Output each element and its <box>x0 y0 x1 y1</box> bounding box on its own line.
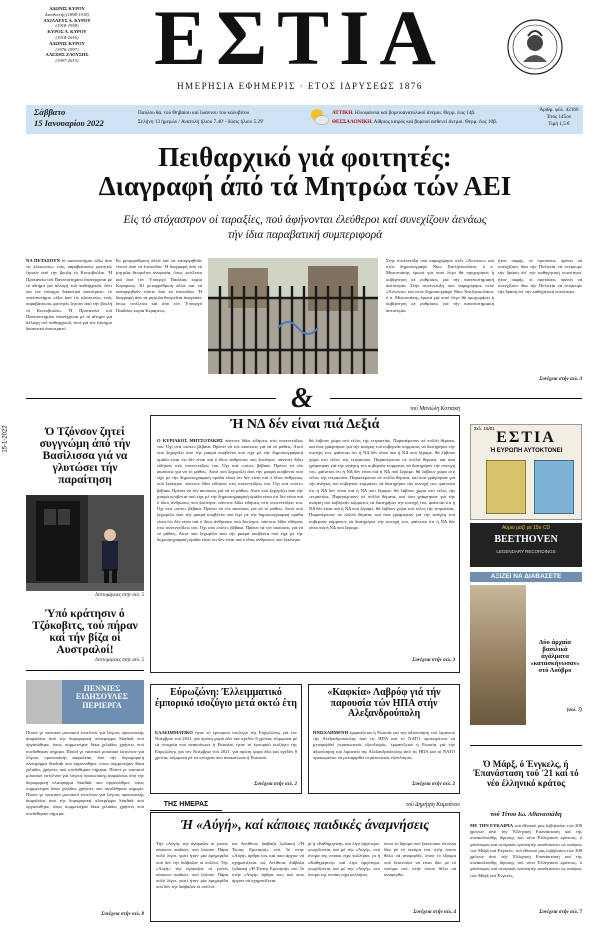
bottom-headline: Ή «Αύγή», καί κάποιες παιδικές άναμνήσεις <box>180 817 430 832</box>
lead-continued: Συνέχεια στήν σελ. 3 <box>539 377 582 382</box>
centre-text-1-c: πάντοτε δίδει εϊδήσεις στίς συνεντεύξεις του. Όχι στά «πότε» βέβαια. Πρέπει νά τόν ακούσεις γιά νά τό μάθεις. Αυτό πού ξεχωρίζει άπό τήν μακρά κουβέντα πού είχε μέ τήν δημοσιογραφική ομάδα είναι ότι δέν είναι πιά ό ίδιος άνθρωπος πού ξεκίνησε. <box>157 481 303 506</box>
weather-thess-label: ΘΕΣΣΑΛΟΝΙΚΗ. <box>332 119 373 125</box>
university-gate-photo <box>208 258 378 374</box>
divider <box>330 398 582 399</box>
marx-headline: Ό Μάρξ, ό Ένγκελς, ή Έπανάσταση τού '21 καί τό νέο έλληνικό κράτος <box>473 759 579 788</box>
issue-number: Άριθμ. φύλ. 42160 <box>539 107 579 113</box>
cd-promo-title: ΕΣΤΙΑ <box>496 429 556 446</box>
founder-years: (1918-2016) <box>55 34 79 40</box>
kafka-text-2: έμφανίζεται ή Ρωσσία γιά τήν άξιοποίηση τού λιμανιού τής Αλεξανδρούπολης άπό τίς ΗΠΑ καί τό ΝΑΤΟ προκειμένου νά μεταφερθεί στρατιωτικός εξοπλισμός. <box>313 742 455 760</box>
djokovic-headline: Ύπό κράτησιν ό Τζόκοβιτς, τού πήραν καί τήν βίζα οί Αυστραλοί! <box>32 608 138 657</box>
marx-text-2: τού έθνικού μας ίωβηλαίου τών 200 χρόνων άπό τήν Έλληνική Επανάσταση καί τής συνακόλουθης ίδρυσης τού νέου Έλληνικού κράτους, ό φιλόσοφος καί ιστορικός ερευνητής αναδεικνύει τις απόψεις τών Μάρξ καί Ένγκελς. <box>470 847 582 878</box>
euro-continued: Συνέχεια στήν σελ. 2 <box>254 782 297 787</box>
lead-text-1-b: τό πανεπιστήμιο «έξω ἀπό τίς κλειστούς» τούς παραβατικούς φοιτητές ζητούν ἀπό τήν βουλή τό Κοινοβούλιο. Ἡ Πρυτανεία τοῦ Πανεπιστημίου ἐπανέρχεται μέ τό αἴτημα γιά ἀλλαγή τοῦ πειθαρχικοῦ, ἀντί γιά τόν ἐπίσημο δικαστικό ἀποστρατό. <box>26 289 112 332</box>
lead-text-1: τό πανεπιστήμιο «έξω ἀπό τίς κλειστούς» τούς παραβατικούς φοιτητές ζητούν ἀπό τήν βουλή τό Κοινοβούλιο. Ἡ Πρυτανεία τοῦ Πανεπιστημίου ἐπανέρχεται μέ τό αἴτημα γιά ἀλλαγή τοῦ πειθαρχικοῦ, ἀντί γιά τόν ἐπίσημο δικαστικό ἀποστρατό. <box>26 258 112 295</box>
pennies-text-4: Πόσοί γε ναυτικοί μουσικοί έστελναν γιά λόγους προσωπικής άσφαλείας άπό τήν δορυφορική πλατφόρμα Starlink πού όργανώθηκε, όπως συμμετείχαν δέκα χιλιάδες χρήστες πού συνδέθηκαν σήμερα. <box>26 792 144 816</box>
kafka-text <box>313 730 455 780</box>
lead-deck-2: τήν ίδια παραβατική συμπεριφορά <box>227 229 383 241</box>
weather-thess-text: Αίθριος καιρός καί βορειοί ασθενεί άνεμοι. Θερμ. έως 10β. <box>373 119 498 125</box>
euro-text <box>155 730 297 780</box>
founder-years: (1997-2015) <box>55 58 79 64</box>
bottom-text-1-b: Τήν «Αύγή» τήν άγόραζαν οί γονείς κάποιων παιδιών, πού ζούσαν. Πάρα πολύ λίγοι, γιατί ήταν μία έφημερίδα πού δέν τήν διάβαζαν οί πολλοί. <box>156 859 228 890</box>
centre-text-1-b: πάντοτε δίδει εϊδήσεις στίς συνεντεύξεις του. Όχι στά «πότε» βέβαια. Πρέπει νά τόν ακούσεις γιά νά τό μάθεις. Αυτό πού ξεχωρίζει άπό τήν μακρά κουβέντα πού είχε μέ τήν δημοσιογραφική ομάδα είναι ότι δέν είναι πιά ό ίδιος άνθρωπος πού ξεκίνησε. <box>157 456 303 487</box>
founder-name: ΚΥΡΟΣ Α. ΚΥΡΟΥ <box>47 29 87 35</box>
sun-moon-times: Σελήνη 13 ήμερών / Ανατολή ήλιου 7.40' - δύσις ήλιου 5.29' <box>138 119 264 125</box>
centre-column-1 <box>157 438 303 666</box>
founders-list <box>22 6 112 64</box>
beethoven-label: Αύριο μαζί με 15ο CD <box>501 525 551 531</box>
kafka-continued: Συνέχεια στήν σελ. 2 <box>412 782 455 787</box>
pennies-text <box>26 730 144 906</box>
johnson-continued: Λεπτομέρειες στήν σελ. 5 <box>94 593 144 598</box>
centre-lede: Ο ΚΥΡΙΑΚΟΣ ΜΗΤΣΟΤΑΚΗΣ <box>157 438 223 443</box>
masthead-title: ΕΣΤΙΑ <box>154 0 446 81</box>
issue-date: 15 Ιανουαρίου 2022 <box>34 118 104 128</box>
kafka-lede: ΗΝΩΧΛΗΜΕΝΗ <box>313 730 349 735</box>
centre-continued: Συνέχεια στήν σελ. 3 <box>412 658 455 663</box>
centre-text-2-b: θά λάβουν χώρα στό τέλος τής τετραετίας. Παραπέμπουν σέ πολλά θέματα, καί όσα γράφτηκαν γιά τήν ανάγκη τού κυβερνάν κόμματος νά διατηρήσει τήν συνοχή του, φαίνεται ότι ή ΝΔ δέν είναι πιά ή ΝΔ πού ξέραμε. <box>309 450 455 475</box>
pennies-continued: Συνέχεια στήν σελ. 8 <box>101 912 144 917</box>
saints-day: Παύλου θα. τού Θηβαίου καί Ιωάννου του καλυβίτου <box>138 110 250 116</box>
marx-text <box>470 823 582 906</box>
pennies-text-3: Πόσοί γε ναυτικοί μουσικοί έστελναν γιά λόγους προσωπικής άσφαλείας άπό τήν δορυφορική πλατφόρμα Starlink πού όργανώθηκε, όπως συμμετείχαν δέκα χιλιάδες χρήστες πού συνδέθηκαν σήμερα. <box>26 767 144 791</box>
bottom-continued: Συνέχεια στήν σελ. 4 <box>413 910 456 915</box>
vertical-date: 15-1-2022 <box>2 425 9 453</box>
bottom-col-3 <box>308 841 380 917</box>
centre-author: τού Μανώλη Κοττάκη <box>410 406 460 412</box>
founder-years: (1918-1958) <box>55 23 79 29</box>
lead-headline-2: Διαγραφή άπό τά Μητρώα τών ΑΕΙ <box>98 171 512 201</box>
founder-name: ΑΧΙΛΛΕΥΣ Α. ΚΥΡΟΥ <box>43 17 91 23</box>
lead-text-3: Στήν συνέντευξη πού παραχώρησε στόν «Ἀντώνιο» καί στόν δημοσιογράφο Νίκο Χατζηνικολάου, ὁ κ. Μητσοτάκης ἐρωτά γιά ποιό λόγο θά προχωρήσει ἡ κυβέρνηση σέ ρυθμίσεις γιά τήν πανεπιστημιακή ἀστυνομία. <box>386 258 494 288</box>
bottom-author: τού Δημήτρη Καμπάνου <box>406 802 460 808</box>
issue-price: Τιμή 1,5 € <box>548 121 570 127</box>
lead-text-4: ήταν σαφής, οί προτάσεις πρέπει νά συνεχίζουν ίδια τήν Πολιτεία νά στέρουμε τήν δράση ἀπ' τήν καθηγητική κοινότητα. <box>498 258 582 276</box>
ampersand-ornament: & <box>291 383 313 414</box>
centre-text-1: πάντοτε δίδει εϊδήσεις στίς συνεντεύξεις του. Όχι στά «πότε» βέβαια. Πρέπει νά τόν ακούσεις γιά νά τό μάθεις. Αυτό πού ξεχωρίζει άπό τήν μακρά κουβέντα πού είχε μέ τήν δημοσιογραφική ομάδα είναι ότι δέν είναι πιά ό ίδιος άνθρωπος πού ξεκίνησε. <box>157 438 303 462</box>
athena-seal-icon <box>506 18 564 76</box>
issue-day: Σάββατο <box>34 107 66 117</box>
euro-text-2: ήταν τό έμπορικό ισοζύγιο τής Εύρωζώνης γιά τόν Νοέμβριο τού 2021, γιά πρώτη φορά έδώ καί σχεδόν 8 χρόνια, σύμφωνα μέ τά στοιχεία πού ανακοίνωσε ή Eurostat. <box>155 742 297 760</box>
euro-lede: ΕΛΛΕΙΜΜΑΤΙΚΟ <box>155 730 193 735</box>
book-cover <box>534 460 574 514</box>
lead-text-3-b: Στήν συνέντευξη πού παραχώρησε στόν «Ἀντώνιο» καί στόν δημοσιογράφο Νίκο Χατζηνικολάου, ὁ κ. Μητσοτάκης ἐρωτά γιά ποιό λόγο θά προχωρήσει ἡ κυβέρνηση σέ ρυθμίσεις γιά τήν πανεπιστημιακή ἀστυνομία. <box>386 282 494 313</box>
weather-icon <box>308 107 330 127</box>
centre-text-2-c: θά λάβουν χώρα στό τέλος τής τετραετίας. Παραπέμπουν σέ πολλά θέματα, καί όσα γράφτηκαν γιά τήν ανάγκη τού κυβερνάν κόμματος νά διατηρήσει τήν συνοχή του, φαίνεται ότι ή ΝΔ δέν είναι πιά ή ΝΔ πού ξέραμε. <box>309 469 455 493</box>
centre-text-2-d: θά λάβουν χώρα στό τέλος τής τετραετίας. Παραπέμπουν σέ πολλά θέματα, καί όσα γράφτηκαν γιά τήν ανάγκη τού κυβερνάν κόμματος νά διατηρήσει τήν συνοχή του, φαίνεται ότι ή ΝΔ δέν είναι πιά ή ΝΔ πού ξέραμε. <box>309 487 455 512</box>
centre-column-2 <box>309 438 455 656</box>
bottom-text-2: σα. Αντίθετα, διάβαζα ζωδιακή «Ή Έκπης Ερωτησή» τού. Ιό στήν «Αύγή» άρθρα του, καί ποιο άρχισε νά σχηματίζεται. <box>232 841 304 865</box>
statue-headline: Δύο άρχαία βασιλικά άγάλματα «κατασκήνωσαν» στό Λούβρο <box>530 639 580 674</box>
bottom-text-2-b: σα. Αντίθετα, διάβαζα ζωδιακή «Ή Έκπης Ερωτησή» τού. Ιό στήν «Αύγή» άρθρα του, καί ποιο άρχισε νά σχηματίζεται. <box>232 859 304 884</box>
masthead <box>0 0 600 100</box>
founder-years: (1976-1997) <box>55 46 79 52</box>
marx-text-1: τού έθνικού μας ίωβηλαίου τών 200 χρόνων άπό τήν Έλληνική Επανάσταση καί τής συνακόλουθης ίδρυσης τού νέου Έλληνικού κράτους, ό φιλόσοφος καί ιστορικός ερευνητής αναδεικνύει τις απόψεις τών Μάρξ καί Ένγκελς. <box>470 823 582 853</box>
centre-text-1-d: πάντοτε δίδει εϊδήσεις στίς συνεντεύξεις του. Όχι στά «πότε» βέβαια. Πρέπει νά τόν ακούσεις γιά νά τό μάθεις. Αυτό πού ξεχωρίζει άπό τήν μακρά κουβέντα πού είχε μέ τήν δημοσιογραφική ομάδα είναι ότι δέν είναι πιά ό ίδιος άνθρωπος πού ξεκίνησε. <box>157 500 303 524</box>
lead-column-4 <box>498 258 582 374</box>
bottom-col-1 <box>156 841 228 917</box>
weather-attica-text: Ηλιοφάνεια καί βορειοανατολικοί άνεμοι. Θερμ. έως 14β. <box>354 110 476 116</box>
marx-continued: Συνέχεια στήν σελ. 7 <box>539 910 582 915</box>
book-cover <box>486 460 526 514</box>
kafka-headline: «Καφκία» Λαβρόφ γιά τήν παρουσία τών ΗΠΑ στήν Αλεξανδρούπολη <box>327 687 441 719</box>
bottom-text-3-b: ρι ή «Καθημερινή» καί λίγο άργότερα, γνωρίζοντας καί μέ τήν «Αύγή», στό όνομα της οποίας είχα κολλήσει. <box>308 853 380 878</box>
lead-headline-1: Πειθαρχικό γιά φοιτητές: <box>158 142 452 172</box>
bottom-text-4: όπου τό ίδρυμα πού ξεκινούσε νά είναι ίδιο μέ τό πνεύμα τού, στήν όποιο θέλω νά αναφερθώ. <box>384 841 456 859</box>
beethoven-sub: LEGENDARY RECORDINGS <box>496 549 556 554</box>
statue-photo <box>470 585 526 725</box>
aksizei-label: ΑΞΙΖΕΙ ΝΑ ΔΙΑΒΑΣΕΤΕ <box>490 573 562 580</box>
pennies-text-1: Πόσοί γε ναυτικοί μουσικοί έστελναν γιά λόγους προσωπικής άσφαλείας άπό τήν δορυφορική πλατφόρμα Starlink πού όργανώθηκε, όπως συμμετείχαν δέκα χιλιάδες χρήστες πού συνδέθηκαν σήμερα. <box>26 730 144 754</box>
founder-name: ΑΛΕΞΗΣ ΖΑΟΥΣΗΣ <box>45 52 89 58</box>
lead-lede: ΝΑ ΠΕΤΑΞΟΥΝ <box>26 258 60 263</box>
founder-name: ΑΔΩΝΙΣ ΚΥΡΟΥ <box>49 40 85 46</box>
lead-text-2: Κί μεταρρύθμιση ἀλλά καί νά καταργηθοῦν τίποτε ἀπό τά ἐπεισόδια. Ἡ διαγραφή ἀπό τά μητρῶα θεωρεῖται ἀναγκαία, ὅπως τονίζεται καί ἀπό τόν Ὑπουργό Παιδείας κυρία Κεραμέως. <box>116 258 202 288</box>
lead-column-1 <box>26 258 112 383</box>
lead-text-2-b: Κί μεταρρύθμιση ἀλλά καί νά καταργηθοῦν τίποτε ἀπό τά ἐπεισόδια. Ἡ διαγραφή ἀπό τά μητρῶα θεωρεῖται ἀναγκαία, ὅπως τονίζεται καί ἀπό τόν Ὑπουργό Παιδείας κυρία Κεραμέως. <box>116 282 202 313</box>
divider <box>470 745 582 746</box>
centre-text-1-e: πάντοτε δίδει εϊδήσεις στίς συνεντεύξεις του. Όχι στά «πότε» βέβαια. Πρέπει νά τόν ακούσεις γιά νά τό μάθεις. Αυτό πού ξεχωρίζει άπό τήν μακρά κουβέντα πού είχε μέ τήν δημοσιογραφική ομάδα είναι ότι δέν είναι πιά ό ίδιος άνθρωπος πού ξεκίνησε. <box>157 518 303 543</box>
euro-text-1: ήταν τό έμπορικό ισοζύγιο τής Εύρωζώνης γιά τόν Νοέμβριο τού 2021, γιά πρώτη φορά έδώ καί σχεδόν 8 χρόνια, σύμφωνα μέ τά στοιχεία πού ανακοίνωσε ή Eurostat. <box>155 730 297 748</box>
masthead-subtitle: ΗΜΕΡΗΣΙΑ ΕΦΗΜΕΡΙΣ · ΕΤΟΣ ΙΔΡΥΣΕΩΣ 1876 <box>177 81 423 91</box>
bottom-col-4 <box>384 841 456 909</box>
issue-year: Έτος 145ον <box>546 114 572 120</box>
lead-column-2 <box>116 258 202 383</box>
cd-promo-sub: Ή ΕΥΡΩΠΗ ΑΥΤΟΚΤΟΝΕΙ <box>489 448 563 454</box>
tis-imeras-label: ΤΗΣ ΗΜΕΡΑΣ <box>163 801 209 808</box>
lead-column-3 <box>386 258 494 380</box>
pennies-text-2: Πόσοί γε ναυτικοί μουσικοί έστελναν γιά λόγους προσωπικής άσφαλείας άπό τήν δορυφορική πλατφόρμα Starlink πού όργανώθηκε, όπως συμμετείχαν δέκα χιλιάδες χρήστες πού συνδέθηκαν σήμερα. <box>26 748 144 773</box>
weather-attica <box>332 110 532 116</box>
centre-text-2-e: θά λάβουν χώρα στό τέλος τής τετραετίας. Παραπέμπουν σέ πολλά θέματα, καί όσα γράφτηκαν γιά τήν ανάγκη τού κυβερνάν κόμματος νά διατηρήσει τήν συνοχή του, φαίνεται ότι ή ΝΔ δέν είναι πιά ή ΝΔ πού ξέραμε. <box>309 506 455 530</box>
weather-attica-label: ΑΤΤΙΚΗ. <box>332 110 354 116</box>
djokovic-continued: Λεπτομέρειες στήν σελ. 5 <box>94 658 144 663</box>
divider <box>26 670 144 671</box>
marx-author: τού Τίτου Ιω. Αθανασιάδη <box>490 811 562 818</box>
kafka-text-1: έμφανίζεται ή Ρωσσία γιά τήν άξιοποίηση τού λιμανιού τής Αλεξανδρούπολης άπό τίς ΗΠΑ καί τό ΝΑΤΟ προκειμένου νά μεταφερθεί στρατιωτικός εξοπλισμός. <box>313 730 455 748</box>
bottom-col-2 <box>232 841 304 917</box>
johnson-headline: Ό Τζόνσον ζητεί συγγνώμη άπό τήν Βασίλισσα γιά να γλυτώσει τήν παραίτηση <box>39 426 131 487</box>
cd-promo-page: Σελ. 16/01 <box>474 426 495 431</box>
lead-deck-1: Εἰς τό στόχαστρον οί ταραξίες, πού ἀφήνονται ἐλεύθεροι καί συνεχίζουν ἀενάως <box>123 214 487 226</box>
beethoven-name: BEETHOVEN <box>494 534 558 545</box>
founder-years: Διευθυντής (1898-1918) <box>44 11 90 17</box>
pennies-thumb <box>26 680 62 724</box>
centre-headline: Ή ΝΔ δέν είναι πιά Δεξιά <box>230 417 380 432</box>
bottom-text-1: Τήν «Αύγή» τήν άγόραζαν οί γονείς κάποιων παιδιών, πού ζούσαν. Πάρα πολύ λίγοι, γιατί ήταν μία έφημερίδα πού δέν τήν διάβαζαν οί πολλοί. <box>156 841 228 865</box>
centre-text-2: θά λάβουν χώρα στό τέλος τής τετραετίας. Παραπέμπουν σέ πολλά θέματα, καί όσα γράφτηκαν γιά τήν ανάγκη τού κυβερνάν κόμματος νά διατηρήσει τήν συνοχή του, φαίνεται ότι ή ΝΔ δέν είναι πιά ή ΝΔ πού ξέραμε. <box>309 438 455 456</box>
bottom-text-4-b: όπου τό ίδρυμα πού ξεκινούσε νά είναι ίδιο μέ τό πνεύμα τού, στήν όποιο θέλω νά αναφερθώ. <box>384 853 456 878</box>
statue-continued: (σελ. 7) <box>566 708 582 713</box>
divider <box>26 398 276 399</box>
marx-lede: ΜΕ ΤΗΝ ΕΥΚΑΙΡΙΑ <box>470 823 514 828</box>
weather-thess <box>332 119 532 125</box>
euro-headline: Εύρωζώνη: Έλλειμματικό έμπορικό ισοζύγιο μετά οκτώ έτη <box>155 687 297 709</box>
founder-name: ΑΔΩΝΙΣ ΚΥΡΟΥ <box>49 6 85 11</box>
lead-text-4-b: ήταν σαφής, οί προτάσεις πρέπει νά συνεχίζουν ίδια τήν Πολιτεία νά στέρουμε τήν δράση ἀπ' τήν καθηγητική κοινότητα. <box>498 276 582 295</box>
bottom-text-3: ρι ή «Καθημερινή» καί λίγο άργότερα, γνωρίζοντας καί μέ τήν «Αύγή», στό όνομα της οποίας είχα κολλήσει. <box>308 841 380 859</box>
pennies-title: ΠΕΝΝΙΕΣ ΕΙΔΗΣΟΥΛΕΣ ΠΕΡΙΕΡΓΑ <box>76 684 128 710</box>
issue-info <box>536 107 582 128</box>
johnson-photo <box>26 495 144 591</box>
